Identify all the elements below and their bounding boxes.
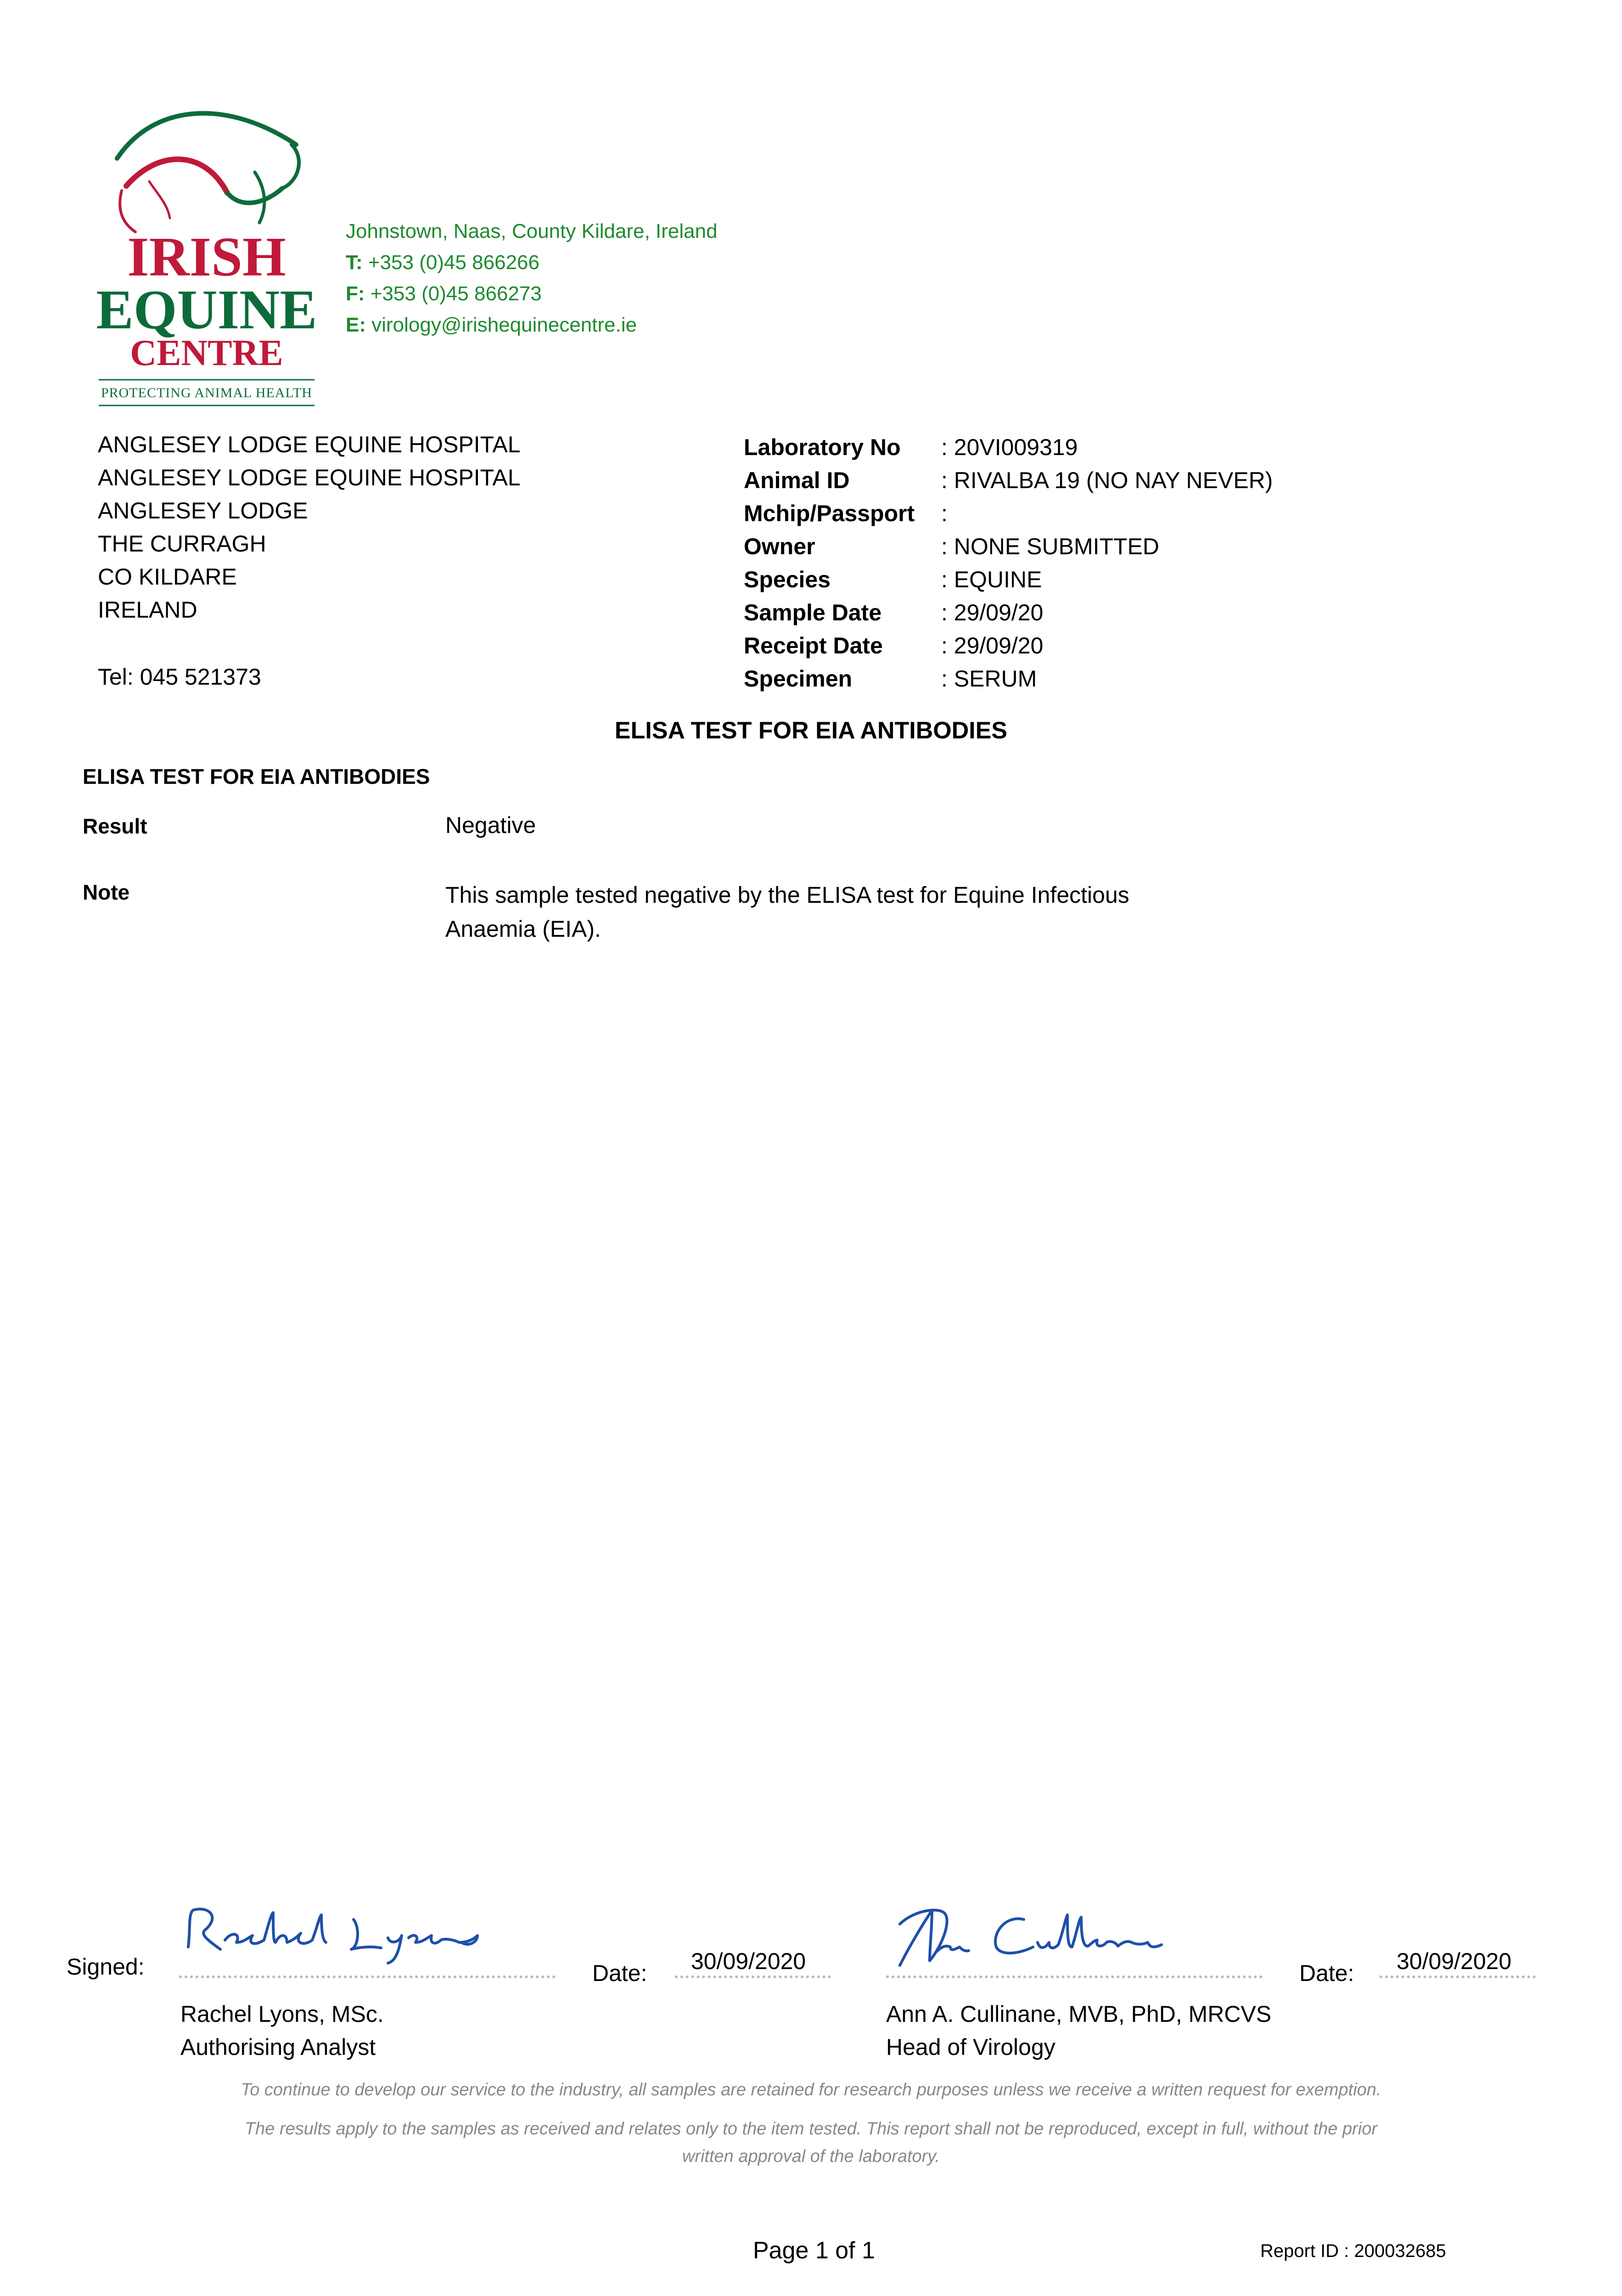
date-value: 30/09/2020	[691, 1948, 806, 1974]
report-id: Report ID : 200032685	[1260, 2241, 1446, 2261]
address-line: THE CURRAGH	[98, 531, 266, 557]
signer-role: Head of Virology	[886, 2034, 1055, 2060]
lab-contact-block	[346, 216, 718, 341]
address-line: ANGLESEY LODGE EQUINE HOSPITAL	[98, 465, 521, 490]
page-number: Page 1 of 1	[753, 2237, 875, 2264]
date-label: Date:	[1299, 1960, 1354, 1986]
signer-name: Ann A. Cullinane, MVB, PhD, MRCVS	[886, 2001, 1272, 2027]
note-label: Note	[83, 880, 130, 904]
logo-tagline: PROTECTING ANIMAL HEALTH	[101, 385, 313, 400]
reproduction-disclaimer-cont: written approval of the laboratory.	[682, 2147, 940, 2166]
client-address	[98, 428, 521, 626]
result-label: Result	[83, 814, 147, 838]
client-tel: Tel: 045 521373	[98, 664, 261, 690]
date-value: 30/09/2020	[1397, 1948, 1512, 1974]
address-line: ANGLESEY LODGE	[98, 498, 308, 523]
test-section-heading: ELISA TEST FOR EIA ANTIBODIES	[83, 765, 430, 788]
date-label: Date:	[592, 1960, 647, 1986]
lab-email: E: virology@irishequinecentre.ie	[346, 314, 637, 336]
signed-label: Signed:	[67, 1954, 145, 1980]
report-title: ELISA TEST FOR EIA ANTIBODIES	[614, 717, 1008, 744]
logo-centre-text: CENTRE	[130, 333, 283, 373]
lab-address: Johnstown, Naas, County Kildare, Ireland	[346, 220, 718, 242]
reproduction-disclaimer: The results apply to the samples as received and relates only to the item tested. This report shall not be reproduced, except in full, without the prior	[244, 2119, 1378, 2138]
date-line	[1380, 1975, 1536, 1978]
lab-fax: F: +353 (0)45 866273	[346, 282, 542, 305]
retention-disclaimer: To continue to develop our service to the industry, all samples are retained for research purposes unless we receive a written request for exemption.	[241, 2080, 1381, 2099]
irish-equine-centre-logo	[90, 94, 324, 411]
logo-equine-text: EQUINE	[96, 279, 317, 341]
signer-role: Authorising Analyst	[180, 2034, 376, 2060]
lab-phone: T: +353 (0)45 866266	[346, 251, 539, 274]
address-line: IRELAND	[98, 597, 197, 623]
date-line	[675, 1975, 831, 1978]
logo-irish-text: IRISH	[127, 226, 286, 288]
address-line: ANGLESEY LODGE EQUINE HOSPITAL	[98, 432, 521, 457]
signature-line	[886, 1975, 1263, 1978]
address-line: CO KILDARE	[98, 564, 237, 590]
note-text: This sample tested negative by the ELISA test for Equine Infectious Anaemia (EIA).	[445, 882, 1129, 942]
signer-name: Rachel Lyons, MSc.	[180, 2001, 384, 2027]
result-value: Negative	[445, 812, 536, 838]
signature-line	[179, 1975, 556, 1978]
signature-rachel-lyons	[179, 1896, 510, 1970]
signature-ann-cullinane	[886, 1896, 1217, 1970]
